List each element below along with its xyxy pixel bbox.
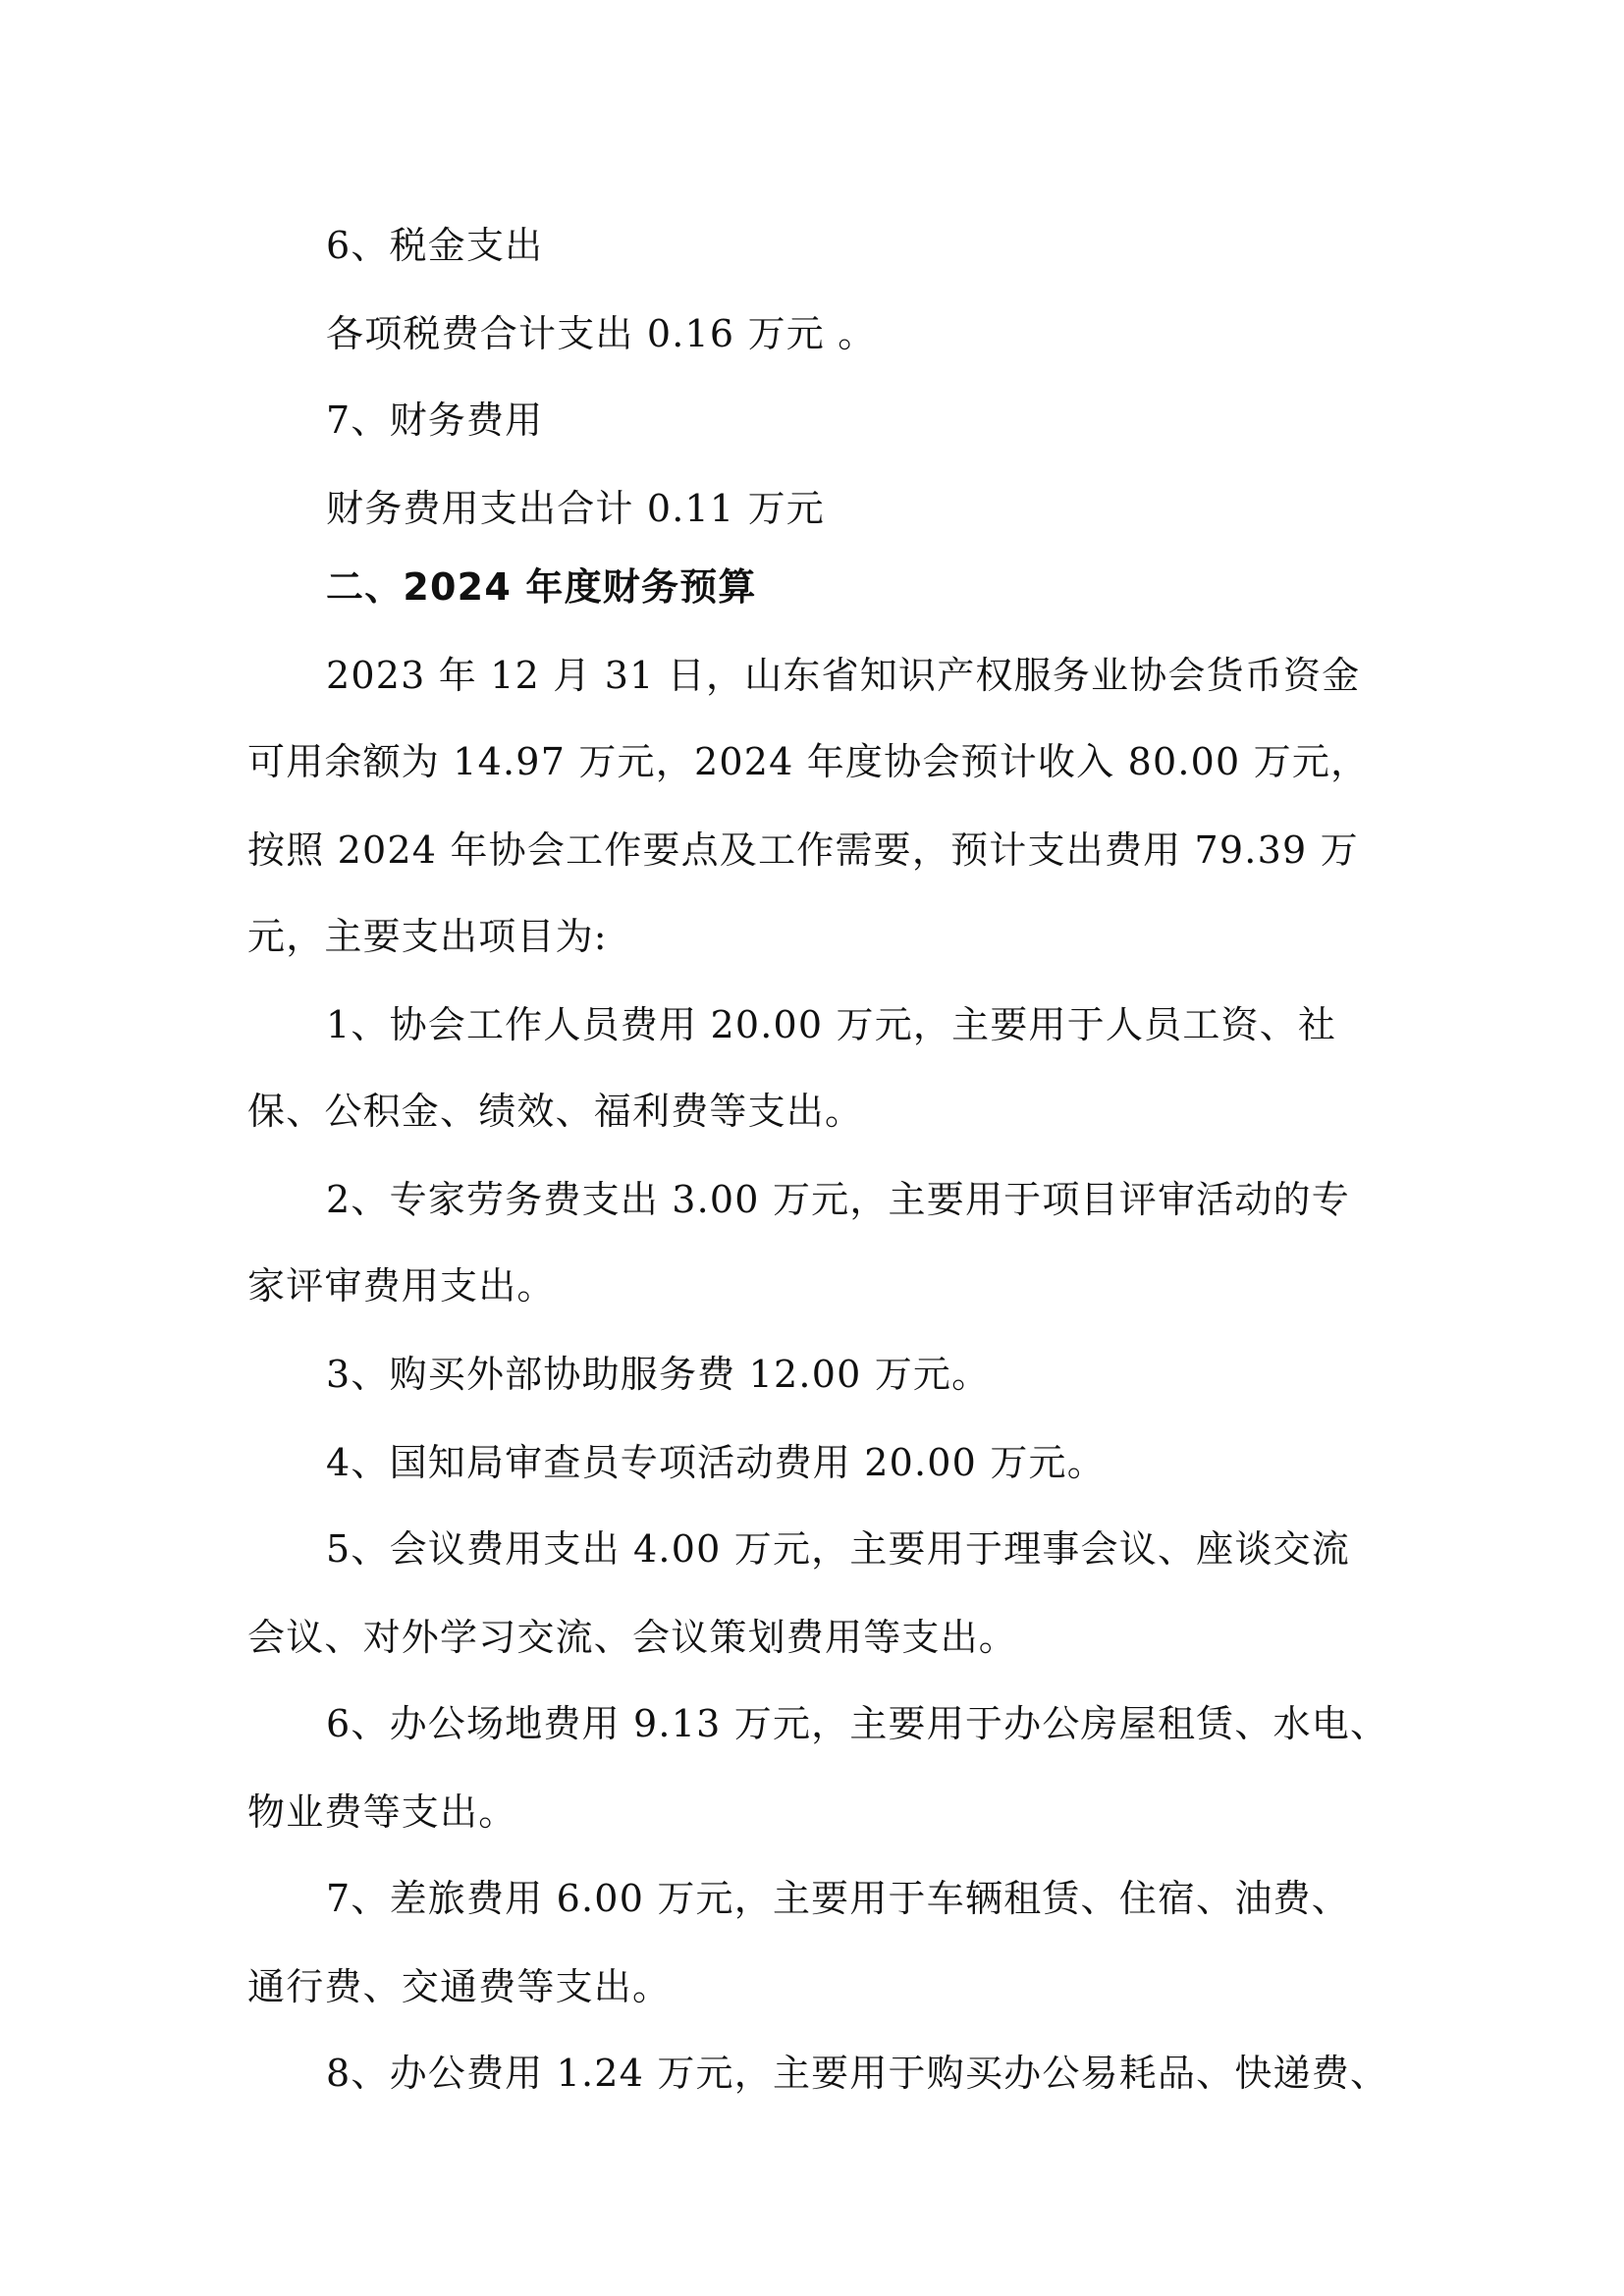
budget-item-5-line-1: 5、会议费用支出 4.00 万元，主要用于理事会议、座谈交流 xyxy=(326,1527,1350,1571)
tax-section-text: 各项税费合计支出 0.16 万元 。 xyxy=(326,312,877,355)
budget-item-1-line-2: 保、公积金、绩效、福利费等支出。 xyxy=(247,1090,864,1133)
budget-item-8-line-1: 8、办公费用 1.24 万元，主要用于购买办公易耗品、快递费、 xyxy=(326,2052,1389,2095)
budget-intro-line-2: 可用余额为 14.97 万元，2024 年度协会预计收入 80.00 万元， xyxy=(247,740,1370,783)
budget-intro-line-1: 2023 年 12 月 31 日，山东省知识产权服务业协会货币资金 xyxy=(326,654,1361,697)
budget-item-2-line-2: 家评审费用支出。 xyxy=(247,1264,556,1308)
budget-item-6-line-1: 6、办公场地费用 9.13 万元，主要用于办公房屋租赁、水电、 xyxy=(326,1702,1389,1745)
finance-section-title: 7、财务费用 xyxy=(326,399,544,442)
budget-item-1-line-1: 1、协会工作人员费用 20.00 万元，主要用于人员工资、社 xyxy=(326,1003,1337,1046)
budget-item-7-line-1: 7、差旅费用 6.00 万元，主要用于车辆租赁、住宿、油费、 xyxy=(326,1877,1350,1920)
budget-item-3: 3、购买外部协助服务费 12.00 万元。 xyxy=(326,1353,991,1396)
budget-item-2-line-1: 2、专家劳务费支出 3.00 万元，主要用于项目评审活动的专 xyxy=(326,1178,1350,1221)
tax-section-title: 6、税金支出 xyxy=(326,224,544,267)
budget-item-5-line-2: 会议、对外学习交流、会议策划费用等支出。 xyxy=(247,1616,1018,1659)
budget-intro-line-4: 元，主要支出项目为: xyxy=(247,915,608,958)
budget-intro-line-3: 按照 2024 年协会工作要点及工作需要，预计支出费用 79.39 万 xyxy=(247,828,1359,872)
budget-item-6-line-2: 物业费等支出。 xyxy=(247,1790,517,1834)
budget-item-4: 4、国知局审查员专项活动费用 20.00 万元。 xyxy=(326,1441,1106,1484)
budget-item-7-line-2: 通行费、交通费等支出。 xyxy=(247,1965,672,2008)
finance-section-text: 财务费用支出合计 0.11 万元 xyxy=(326,487,825,530)
budget-heading: 二、2024 年度财务预算 xyxy=(326,565,757,609)
